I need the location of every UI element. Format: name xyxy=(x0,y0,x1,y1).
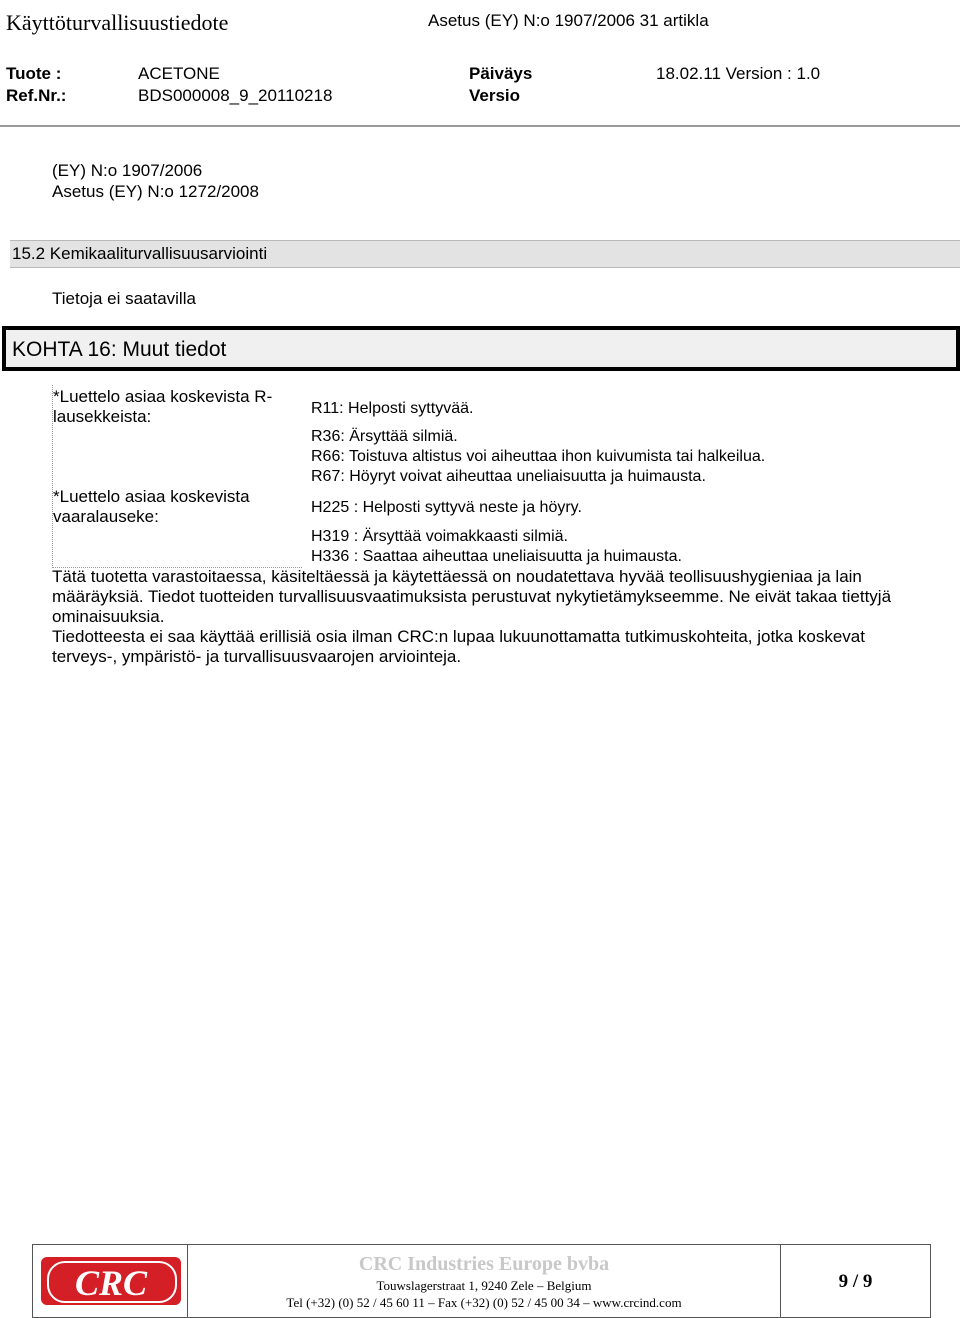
section-15-2-heading xyxy=(10,240,960,268)
label-column xyxy=(52,385,302,568)
crc-logo xyxy=(41,1257,181,1305)
r-phrases-label: *Luettelo asiaa koskevista R-lausekkeista: xyxy=(53,387,273,426)
section-15-2-body: Tietoja ei saatavilla xyxy=(52,289,196,308)
date-value: 18.02.11 Version : 1.0 xyxy=(656,64,821,83)
page-footer xyxy=(32,1244,931,1318)
product-label: Tuote : xyxy=(6,64,62,83)
page-number-cell xyxy=(781,1245,930,1317)
section-15-2-title: 15.2 Kemikaaliturvallisuusarviointi xyxy=(12,244,268,263)
header-divider xyxy=(0,125,960,127)
company-address: Touwslagerstraat 1, 9240 Zele – Belgium xyxy=(376,1278,592,1293)
logo-text: CRC xyxy=(74,1263,148,1303)
ref-label: Ref.Nr.: xyxy=(6,86,67,105)
regulation-line: Asetus (EY) N:o 1272/2008 xyxy=(52,182,259,201)
company-contact: Tel (+32) (0) 52 / 45 60 11 – Fax (+32) (0) 52 / 45 00 34 – www.crcind.com xyxy=(286,1295,682,1310)
date-label: Päiväys xyxy=(469,64,533,83)
additional-info-text xyxy=(52,567,932,667)
version-label: Versio xyxy=(469,86,521,105)
product-value: ACETONE xyxy=(138,64,220,83)
company-cell xyxy=(188,1245,781,1317)
section-16-title: KOHTA 16: Muut tiedot xyxy=(12,338,227,361)
logo-cell xyxy=(33,1245,188,1317)
section-16-heading xyxy=(2,326,960,371)
r-phrase: R66: Toistuva altistus voi aiheuttaa ihon kuivumista tai halkeilua. xyxy=(311,448,766,465)
regulation-line: (EY) N:o 1907/2006 xyxy=(52,161,203,180)
info-paragraph: Tätä tuotetta varastoitaessa, käsiteltäessä ja käytettäessä on noudatettava hyvää teollisuushygieniaa ja lain määräyksiä. Tiedot tuotteiden turvallisuusvaatimuksista perustuvat nykytietämykseemme. Ne eivät takaa tiettyjä ominaisuuksia. xyxy=(52,567,892,626)
h-phrases-label: *Luettelo asiaa koskevista vaaralauseke: xyxy=(53,487,250,526)
info-paragraph: Tiedotteesta ei saa käyttää erillisiä osia ilman CRC:n lupaa lukuunottamatta tutkimuskohteita, jotka koskevat terveys-, ympäristö- ja turvallisuusvaarojen arviointeja. xyxy=(52,627,865,666)
company-name: CRC Industries Europe bvba xyxy=(358,1253,610,1275)
h-phrase: H225 : Helposti syttyvä neste ja höyry. xyxy=(311,499,582,516)
page-number: 9 / 9 xyxy=(838,1271,873,1292)
r-phrase: R11: Helposti syttyvää. xyxy=(311,400,474,417)
r-phrase: R67: Höyryt voivat aiheuttaa uneliaisuutta ja huimausta. xyxy=(311,468,706,485)
r-phrase: R36: Ärsyttää silmiä. xyxy=(311,428,458,445)
h-phrase: H336 : Saattaa aiheuttaa uneliaisuutta ja huimausta. xyxy=(311,548,682,565)
regulation-reference: Asetus (EY) N:o 1907/2006 31 artikla xyxy=(428,11,709,30)
h-phrase: H319 : Ärsyttää voimakkaasti silmiä. xyxy=(311,528,568,545)
ref-value: BDS000008_9_20110218 xyxy=(138,86,333,105)
document-title: Käyttöturvallisuustiedote xyxy=(6,10,229,35)
